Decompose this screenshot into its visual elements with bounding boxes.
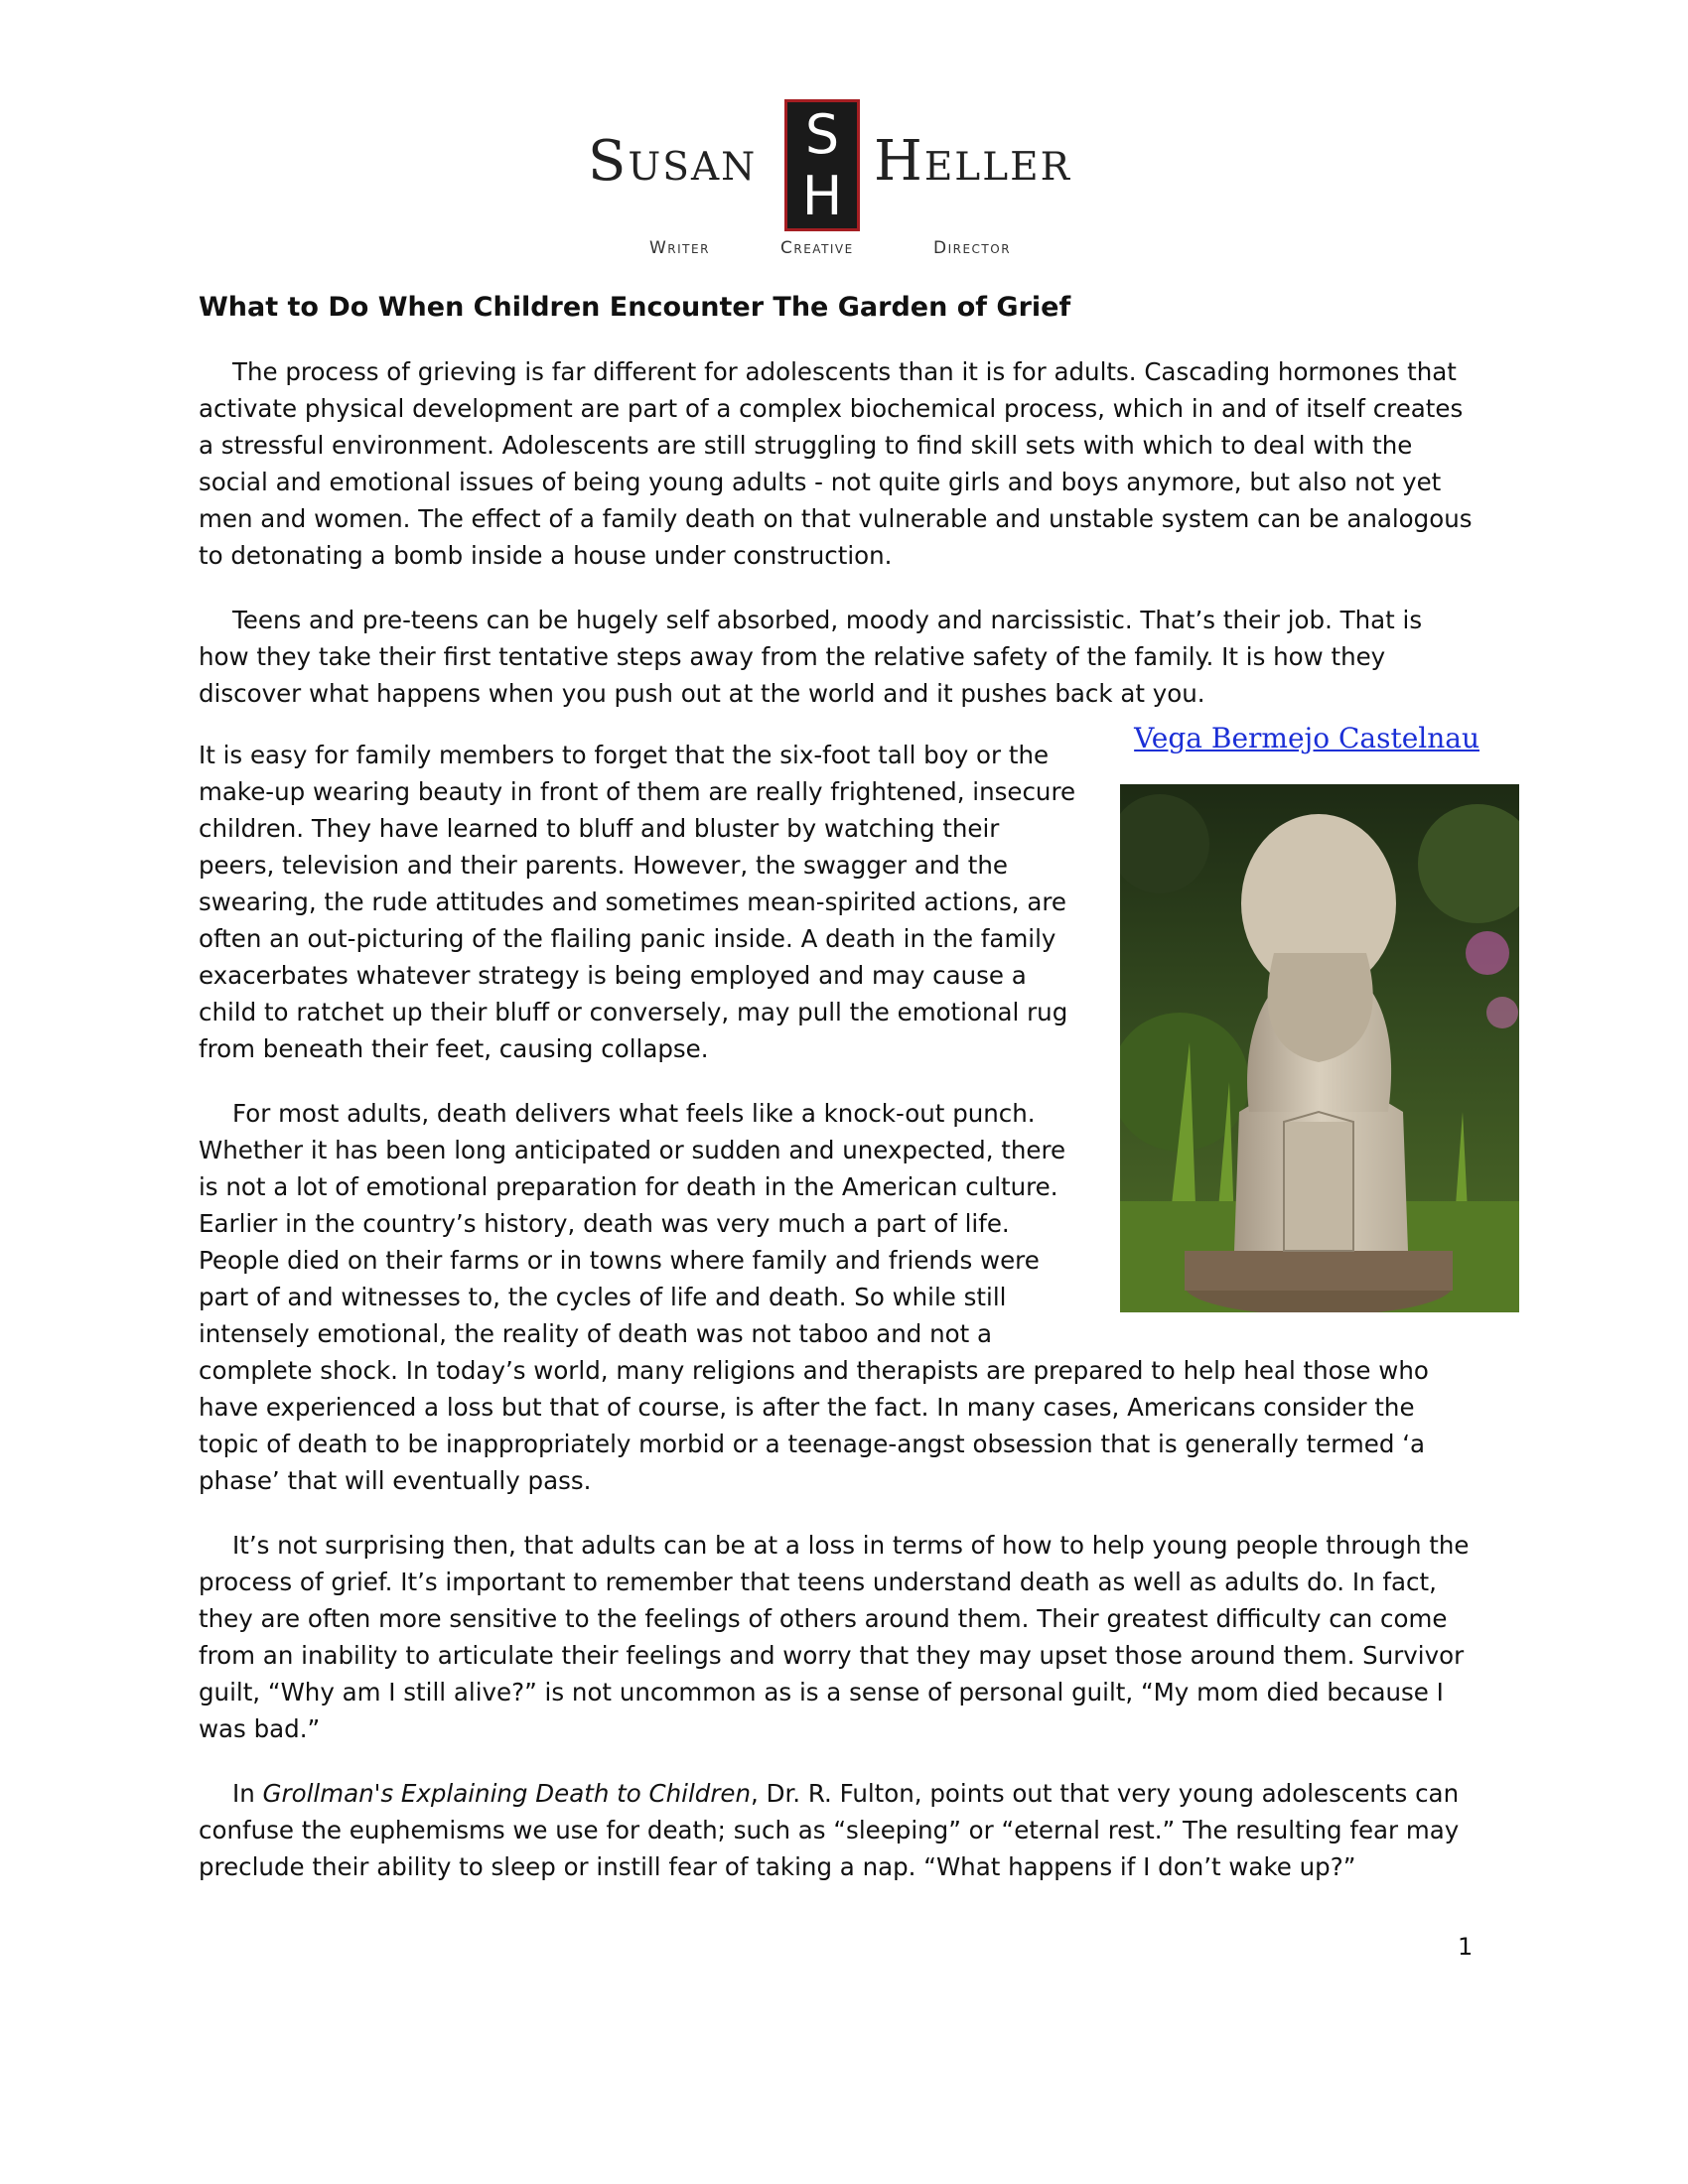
role-creative: Creative: [780, 238, 854, 258]
role-director: Director: [933, 238, 1012, 258]
paragraph-3: It is easy for family members to forget that the six-foot tall boy or the make-up wearing beauty in front of them are really frightened, insecure children. They have learned to bluff and bluster by watching their peers, television and their parents. However, the swagger and the swearing, the rude attitudes and sometimes mean-spirited actions, are often an out-picturing of the flailing panic inside. A death in the family exacerbates whatever strategy is being employed and may cause a child to ratchet up their bluff or conversely, may pull the emotional rug from beneath their feet, causing collapse.: [199, 741, 1076, 1063]
role-writer: Writer: [649, 238, 710, 258]
letterhead: [0, 0, 1688, 268]
paragraph-4: For most adults, death delivers what feels like a knock-out punch. Whether it has been long anticipated or sudden and unexpected, there is not a lot of emotional preparation for death in the American culture. Earlier in the country’s history, death was very much a part of life. People died on their farms or in towns where family and friends were part of and witnesses to, the cycles of life and death. So while still intensely emotional, the reality of death was not taboo and not a complete shock. In today’s world, many religions and therapists are prepared to help heal those who have experienced a loss but that of course, is after the fact. In many cases, Americans consider the topic of death to be inappropriately morbid or a teenage-angst obsession that is generally termed ‘a phase’ that will eventually pass.: [199, 1099, 1429, 1495]
article: [199, 290, 1479, 1913]
letterhead-last-name: Heller: [874, 129, 1071, 194]
monogram-h: H: [801, 165, 843, 227]
statue-photo: [1120, 784, 1519, 1312]
book-title: Grollman's Explaining Death to Children: [262, 1779, 751, 1808]
page-number: 1: [1458, 1933, 1474, 1961]
photo-figure: [1120, 722, 1519, 1312]
p6-lead: In: [232, 1779, 263, 1808]
monogram-s: S: [804, 103, 840, 166]
monogram-logo: [784, 99, 860, 231]
paragraph-2: Teens and pre-teens can be hugely self absorbed, moody and narcissistic. That’s their job. That is how they take their first tentative steps away from the relative safety of the family. It is how they discover what happens when you push out at the world and it pushes back at you.: [199, 606, 1423, 708]
paragraph-6: [199, 1775, 1479, 1885]
p6-rest: , Dr. R. Fulton, points out that very young adolescents can confuse the euphemisms we use for death; such as “sleeping” or “eternal rest.” The resulting fear may preclude their ability to sleep or instill fear of taking a nap. “What happens if I don’t wake up?”: [199, 1779, 1460, 1881]
paragraph-1: The process of grieving is far different for adolescents than it is for adults. Cascading hormones that activate physical development are part of a complex biochemical process, which in and of itself creates a stressful environment. Adolescents are still struggling to find skill sets with which to deal with the social and emotional issues of being young adults - not quite girls and boys anymore, but also not yet men and women. The effect of a family death on that vulnerable and unstable system can be analogous to detonating a bomb inside a house under construction.: [199, 357, 1473, 570]
article-title: What to Do When Children Encounter The Garden of Grief: [199, 292, 1071, 323]
letterhead-first-name: Susan: [588, 129, 758, 194]
paragraph-5: It’s not surprising then, that adults can be at a loss in terms of how to help young people through the process of grief. It’s important to remember that teens understand death as well as adults do. In fact, they are often more sensitive to the feelings of others around them. Their greatest difficulty can come from an inability to articulate their feelings and worry that they may upset those around them. Survivor guilt, “Why am I still alive?” is not uncommon as is a sense of personal guilt, “My mom died because I was bad.”: [199, 1531, 1470, 1743]
photo-credit-link[interactable]: Vega Bermejo Castelnau: [1134, 722, 1479, 754]
